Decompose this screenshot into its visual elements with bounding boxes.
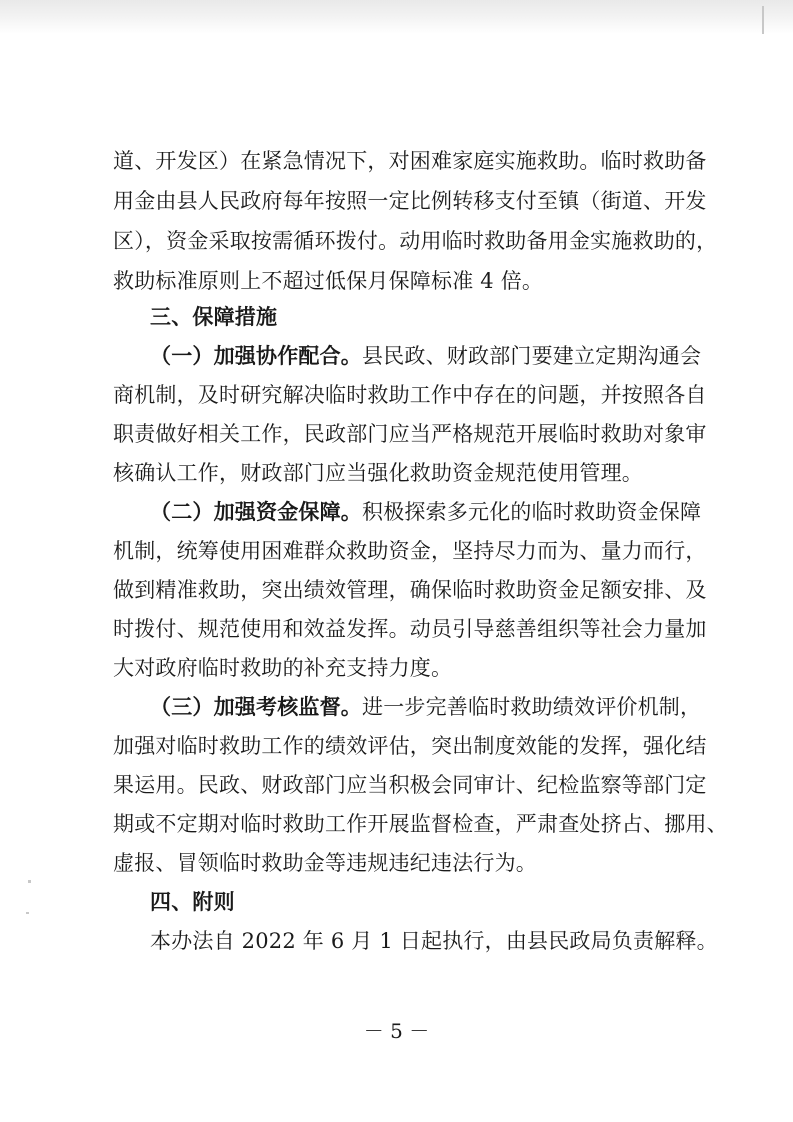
item-2-first-line [150,498,702,526]
item-2-text: 积极探索多元化的临时救助资金保障 [362,500,702,524]
body-line: 职责做好相关工作，民政部门应当严格规范开展临时救助对象审 [113,422,707,446]
item-1-first-line [150,342,702,370]
item-3-lead: （三）加强考核监督。 [150,695,362,719]
section-heading-4: 四、附则 [150,890,235,914]
body-line: 机制，统筹使用困难群众救助资金，坚持尽力而为、量力而行， [113,539,707,563]
section-4-text: 本办法自 2022 年 6 月 1 日起执行，由县民政局负责解释。 [150,929,718,953]
section-heading-3: 三、保障措施 [150,305,278,329]
body-line: 大对政府临时救助的补充支持力度。 [113,656,453,680]
body-line: 虚报、冒领临时救助金等违规违纪违法行为。 [113,851,537,875]
item-3-first-line [150,693,702,721]
body-line: 商机制，及时研究解决临时救助工作中存在的问题，并按照各自 [113,383,707,407]
item-1-lead: （一）加强协作配合。 [150,344,362,368]
body-line: 用金由县人民政府每年按照一定比例转移支付至镇（街道、开发 [113,189,707,213]
body-line: 救助标准原则上不超过低保月保障标准 4 倍。 [113,269,544,293]
item-1-text: 县民政、财政部门要建立定期沟通会 [362,344,702,368]
body-line: 核确认工作，财政部门应当强化救助资金规范使用管理。 [113,461,643,485]
page-number: － 5 － [363,1019,430,1043]
body-line: 道、开发区）在紧急情况下，对困难家庭实施救助。临时救助备 [113,149,707,173]
body-line: 区），资金采取按需循环拨付。动用临时救助备用金实施救助的， [113,229,718,253]
item-3-text: 进一步完善临时救助绩效评价机制， [362,695,702,719]
body-line: 期或不定期对临时救助工作开展监督检查，严肃查处挤占、挪用、 [113,812,728,836]
body-line: 时拨付、规范使用和效益发挥。动员引导慈善组织等社会力量加 [113,617,707,641]
body-line: 做到精准救助，突出绩效管理，确保临时救助资金足额安排、及 [113,578,707,602]
body-line: 果运用。民政、财政部门应当积极会同审计、纪检监察等部门定 [113,773,707,797]
item-2-lead: （二）加强资金保障。 [150,500,362,524]
body-line: 加强对临时救助工作的绩效评估，突出制度效能的发挥，强化结 [113,734,707,758]
